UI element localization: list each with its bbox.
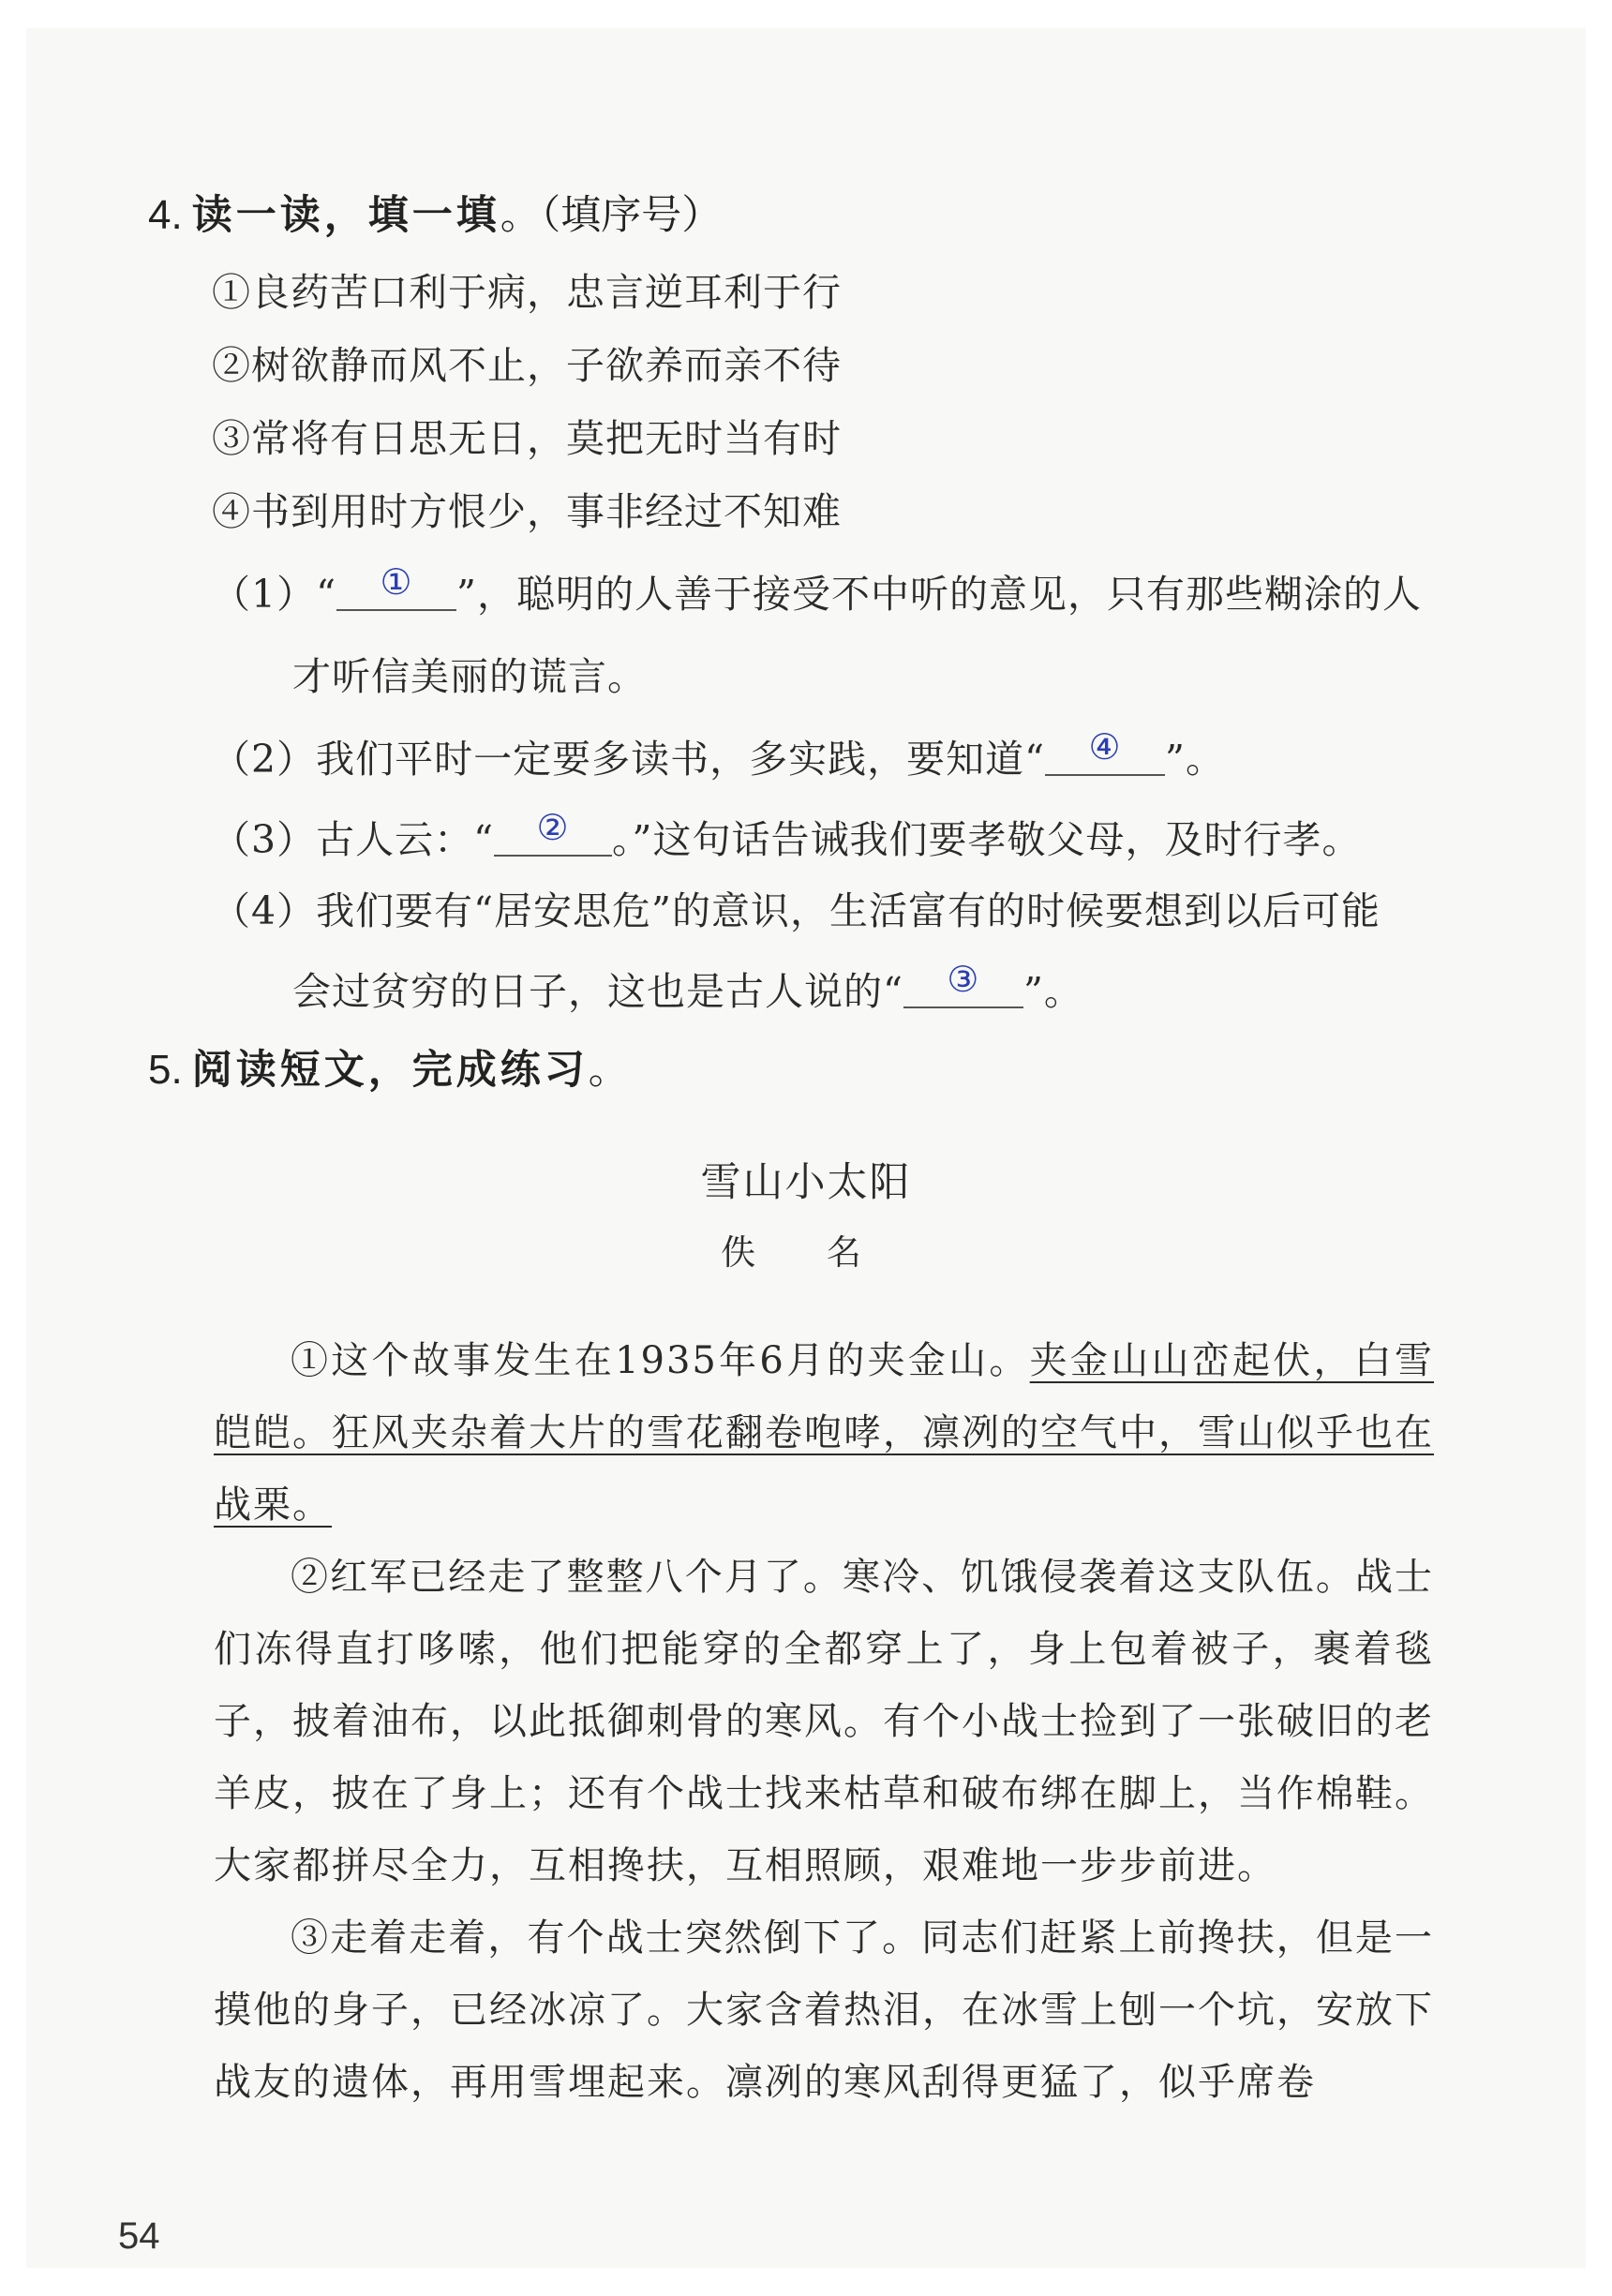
q5-number: 5. xyxy=(148,1047,183,1093)
saying-4: ④书到用时方恨少，事非经过不知难 xyxy=(212,489,842,534)
saying-1: ①良药苦口利于病，忠言逆耳利于行 xyxy=(212,270,842,315)
paragraph-1-intro: ①这个故事发生在1935年6月的夹金山。 xyxy=(291,1339,1030,1382)
q4-item-3-blank[interactable] xyxy=(494,807,612,857)
q4-number: 4. xyxy=(148,192,183,238)
q4-item-3-post: 。”这句话告诫我们要孝敬父母，及时行孝。 xyxy=(612,817,1362,862)
q4-item-3-answer: ② xyxy=(536,807,570,848)
article-paragraph-2: ②红军已经走了整整八个月了。寒冷、饥饿侵袭着这支队伍。战士们冻得直打哆嗦，他们把能穿的全都穿上了，身上包着被子，裹着毯子，披着油布，以此抵御刺骨的寒风。有个小战士捡到了一张破旧的老羊皮，披在了身上；还有个战士找来枯草和破布绑在脚上，当作棉鞋。大家都拼尽全力，互相搀扶，互相照顾，艰难地一步步前进。 xyxy=(214,1556,1434,1887)
saying-2: ②树欲静而风不止，子欲养而亲不待 xyxy=(212,343,842,388)
article-paragraph-1 xyxy=(214,1325,1434,1542)
q4-item-1-cont: 才听信美丽的谎言。 xyxy=(292,654,647,699)
page-number: 54 xyxy=(118,2215,160,2257)
q4-item-2 xyxy=(212,726,1226,782)
article-title: 雪山小太阳 xyxy=(700,1159,912,1206)
article-author: 佚 名 xyxy=(721,1232,891,1273)
q4-item-1-answer: ① xyxy=(380,561,413,603)
q4-item-3 xyxy=(212,807,1362,862)
saying-3: ③常将有日思无日，莫把无时当有时 xyxy=(212,416,842,461)
paragraph-1-underlined: 夹金山山峦起伏，白雪皑皑。狂风夹杂着大片的雪花翻卷咆哮，凛冽的空气中，雪山似乎也在战栗。 xyxy=(214,1339,1435,1527)
q4-item-1-post: ”，聪明的人善于接受不中听的意见，只有那些糊涂的人 xyxy=(456,572,1423,617)
q4-item-1 xyxy=(212,561,1423,617)
q4-item-1-pre: （1）“ xyxy=(212,572,337,617)
q4-item-2-post: ”。 xyxy=(1165,737,1226,782)
q4-item-3-pre: （3）古人云：“ xyxy=(212,817,495,862)
q4-item-2-answer: ④ xyxy=(1088,726,1122,768)
q5-heading-tail: 。 xyxy=(588,1047,629,1094)
q4-heading xyxy=(148,192,723,239)
q4-heading-tail: 。（填序号） xyxy=(500,192,723,239)
q4-heading-text: 读一读，填一填 xyxy=(191,192,500,239)
article-paragraph-3: ③走着走着，有个战士突然倒下了。同志们赶紧上前搀扶，但是一摸他的身子，已经冰凉了。大家含着热泪，在冰雪上刨一个坑，安放下战友的遗体，再用雪埋起来。凛冽的寒风刮得更猛了，似乎席卷 xyxy=(214,1916,1434,2104)
q4-item-2-pre: （2）我们平时一定要多读书，多实践，要知道“ xyxy=(212,737,1046,782)
q4-item-4-cont xyxy=(292,959,1083,1014)
q4-item-4-cont-post: ”。 xyxy=(1022,969,1083,1014)
q5-heading-text: 阅读短文，完成练习 xyxy=(191,1047,589,1094)
q4-item-4: （4）我们要有“居安思危”的意识，生活富有的时候要想到以后可能 xyxy=(212,888,1381,933)
q4-item-2-blank[interactable] xyxy=(1045,726,1165,776)
q4-item-4-blank[interactable] xyxy=(903,959,1023,1008)
q5-heading xyxy=(148,1047,629,1094)
q4-item-1-blank[interactable] xyxy=(336,561,456,611)
q4-item-4-cont-pre: 会过贫穷的日子，这也是古人说的“ xyxy=(292,969,903,1014)
q4-item-4-answer: ③ xyxy=(947,959,980,1000)
